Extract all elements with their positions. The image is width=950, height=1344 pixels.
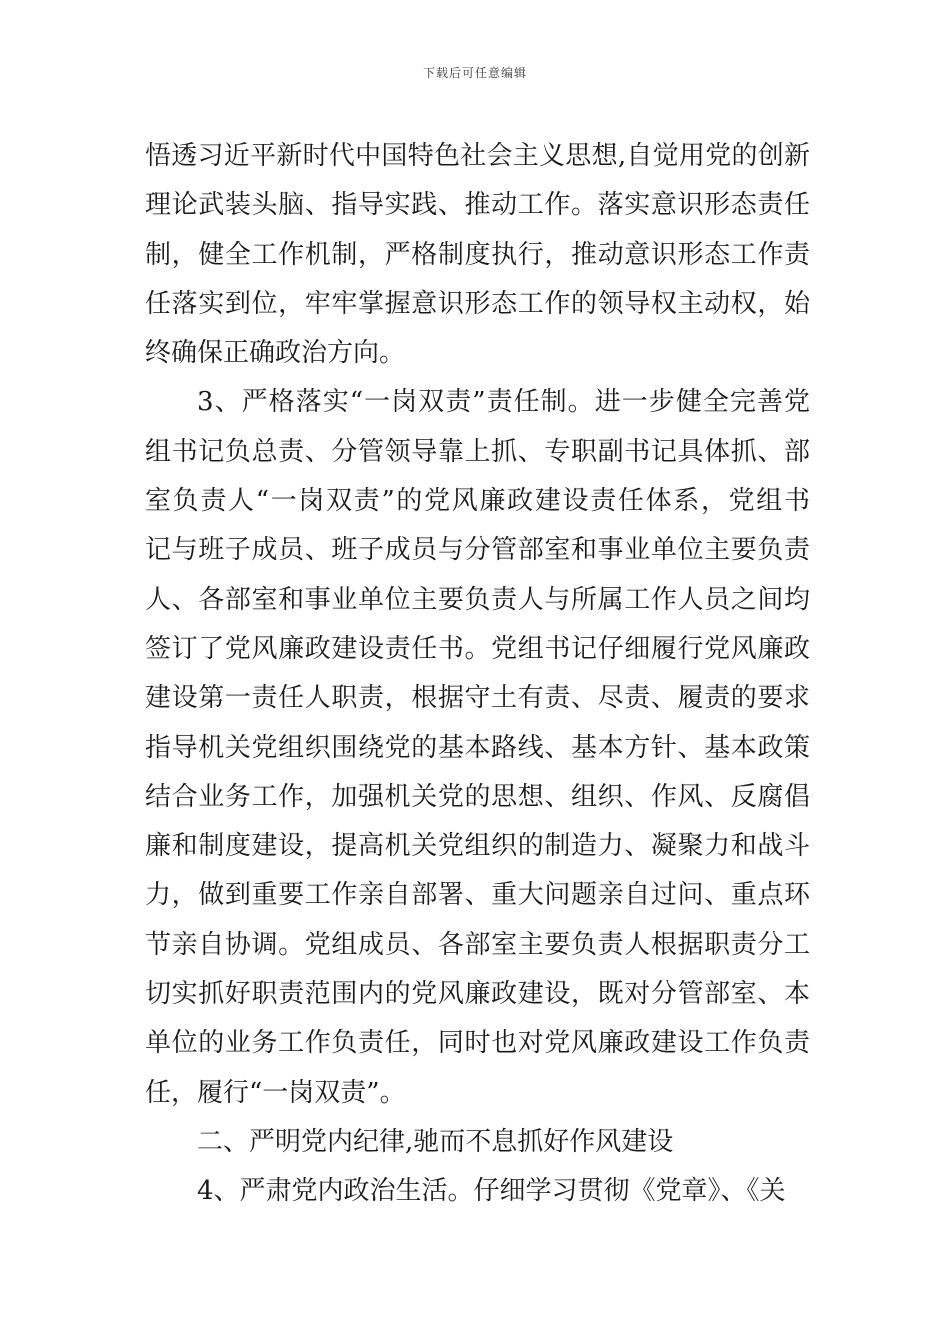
text-line: 制，健全工作机制，严格制度执行，推动意识形态工作责	[145, 239, 810, 270]
paragraph	[145, 132, 810, 378]
text-line: 廉和制度建设，提高机关党组织的制造力、凝聚力和战斗	[145, 831, 810, 862]
text-line: 切实抓好职责范围内的党风廉政建设，既对分管部室、本	[145, 979, 810, 1010]
text-line: 记与班子成员、班子成员与分管部室和事业单位主要负责	[145, 535, 810, 566]
text-line: 人、各部室和事业单位主要负责人与所属工作人员之间均	[145, 584, 810, 615]
paragraph	[145, 378, 810, 1117]
text-line: 单位的业务工作负责任，同时也对党风廉政建设工作负责	[145, 1028, 810, 1059]
text-line: 指导机关党组织围绕党的基本路线、基本方针、基本政策	[145, 732, 810, 763]
page-header-note: 下载后可任意编辑	[422, 66, 527, 80]
paragraph	[145, 1167, 810, 1216]
text-line: 力，做到重要工作亲自部署、重大问题亲自过问、重点环	[145, 880, 810, 911]
text-line: 任，履行“一岗双责”。	[145, 1077, 406, 1108]
text-line: 理论武装头脑、指导实践、推动工作。落实意识形态责任	[145, 190, 810, 221]
text-line: 节亲自协调。党组成员、各部室主要负责人根据职责分工	[145, 929, 810, 960]
paragraph	[145, 1118, 810, 1167]
text-line: 终确保正确政治方向。	[145, 338, 406, 369]
text-line: 结合业务工作，加强机关党的思想、组织、作风、反腐倡	[145, 781, 810, 812]
text-line: 4、严肃党内政治生活。仔细学习贯彻《党章》、《关	[197, 1176, 786, 1207]
text-line: 二、严明党内纪律,驰而不息抓好作风建设	[197, 1126, 674, 1157]
text-line: 组书记负总责、分管领导靠上抓、专职副书记具体抓、部	[145, 436, 810, 467]
text-line: 悟透习近平新时代中国特色社会主义思想,自觉用党的创新	[145, 141, 810, 171]
body-text	[145, 132, 810, 1217]
text-line: 室负责人“一岗双责”的党风廉政建设责任体系，党组书	[145, 486, 810, 517]
text-line: 建设第一责任人职责，根据守土有责、尽责、履责的要求	[145, 683, 810, 714]
text-line: 任落实到位，牢牢掌握意识形态工作的领导权主动权，始	[145, 288, 810, 319]
text-line: 3、严格落实“一岗双责”责任制。进一步健全完善党	[197, 387, 810, 418]
text-line: 签订了党风廉政建设责任书。党组书记仔细履行党风廉政	[145, 633, 810, 664]
